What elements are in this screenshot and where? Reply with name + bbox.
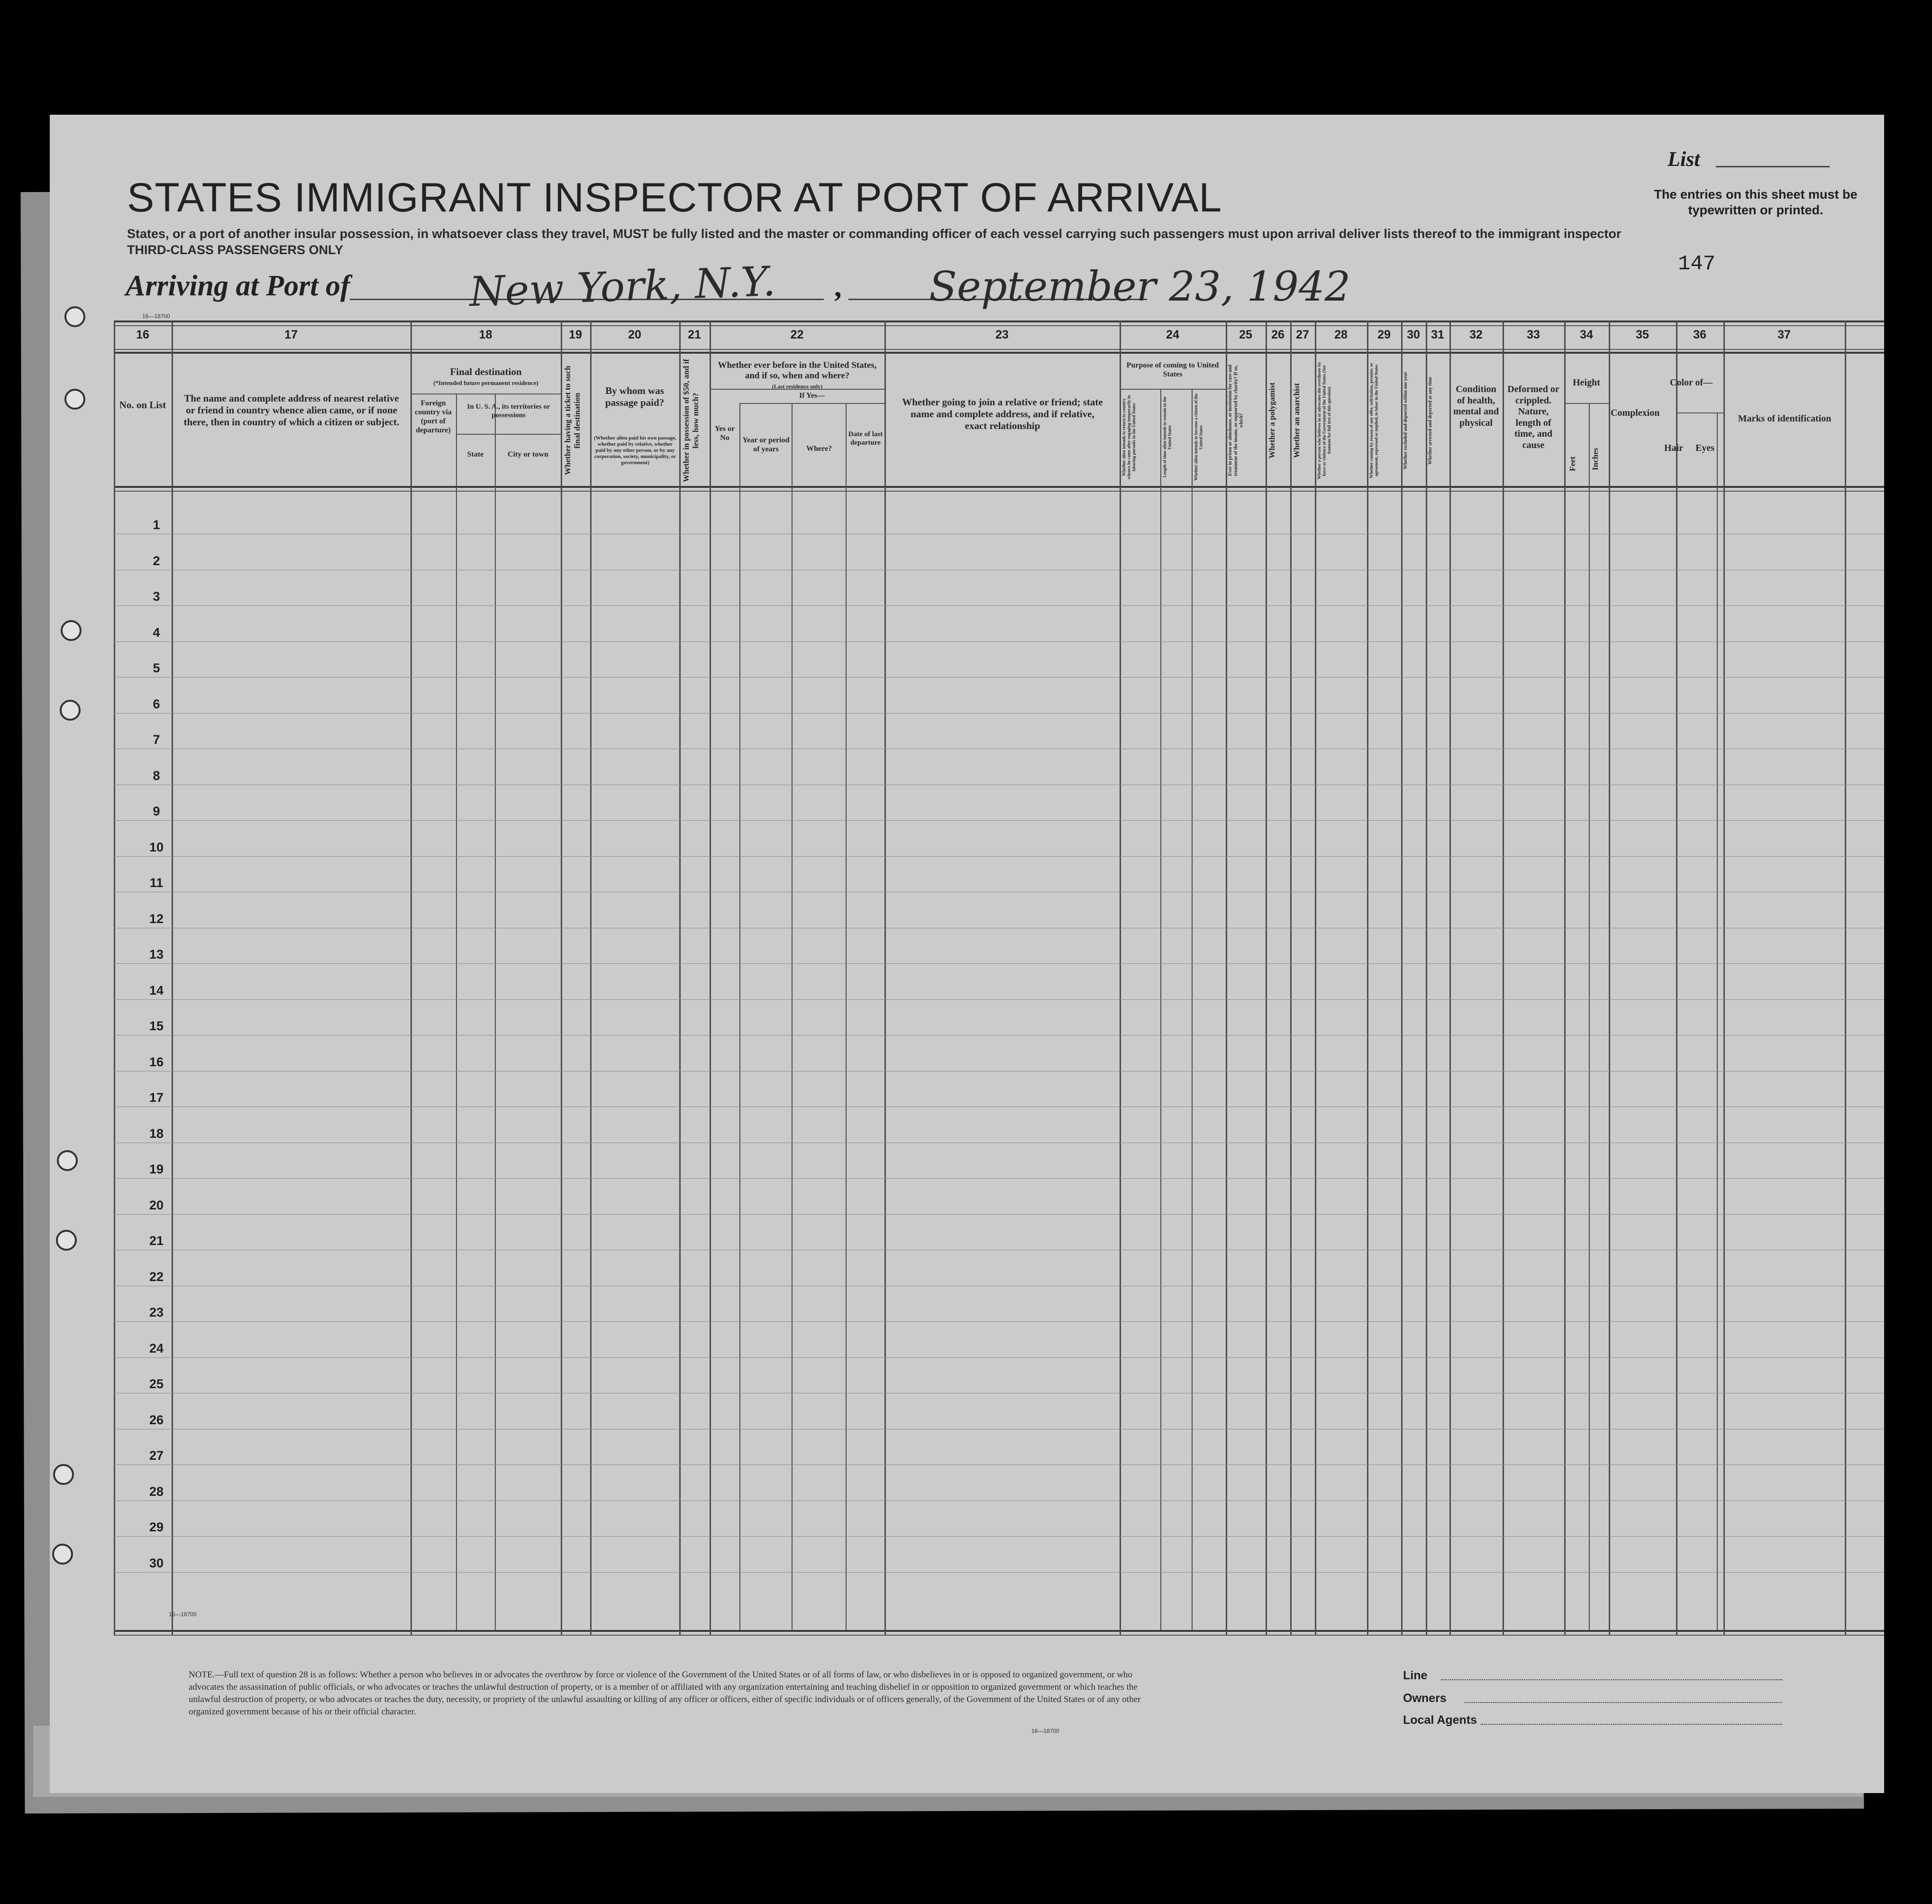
c34-inches-heading: Inches — [1591, 448, 1600, 470]
table-row — [114, 1321, 1884, 1322]
c22-year-heading: Year or period of years — [742, 436, 790, 453]
row-number: 20 — [149, 1198, 164, 1212]
c36-eyes-heading: Eyes — [1695, 443, 1714, 453]
c33-heading: Deformed or crippled. Nature, length of time, and cause — [1507, 384, 1559, 450]
colnum-19: 19 — [569, 328, 582, 341]
colnum-28: 28 — [1334, 328, 1348, 341]
row-number: 12 — [149, 911, 164, 926]
col-line — [710, 320, 711, 1635]
local-agents-label: Local Agents — [1403, 1713, 1477, 1727]
col-line — [410, 320, 412, 1635]
col-line — [1564, 320, 1566, 1635]
colnum-18: 18 — [479, 328, 492, 341]
c24-heading: Purpose of coming to United States — [1126, 361, 1219, 378]
date-handwritten: September 23, 1942 — [929, 263, 1351, 311]
row-number: 9 — [153, 804, 160, 818]
row-number: 15 — [149, 1019, 164, 1033]
col-line — [561, 320, 562, 1635]
c29-heading: Whether coming by reason of any offer, solicitation, promise, or agreement, expressed or implied, to labor in the United States — [1369, 362, 1379, 479]
row-number: 28 — [149, 1484, 164, 1499]
table-row — [114, 1214, 1884, 1215]
table-row — [114, 856, 1884, 857]
colnum-33: 33 — [1527, 328, 1540, 341]
row-number: 10 — [149, 840, 164, 854]
c18-heading: Final destination — [450, 366, 522, 377]
line-field-line — [1441, 1679, 1782, 1680]
row-number: 27 — [149, 1448, 164, 1463]
col-line — [1449, 320, 1451, 1635]
typewritten-note: The entries on this sheet must be typewritten or printed. — [1654, 187, 1858, 217]
row-number: 14 — [149, 983, 164, 998]
row-number: 2 — [153, 553, 160, 568]
colnum-29: 29 — [1377, 328, 1391, 341]
row-number: 4 — [153, 625, 160, 640]
colnum-35: 35 — [1636, 328, 1649, 341]
binding-hole — [64, 389, 85, 410]
table-row — [114, 963, 1884, 964]
col-line — [1609, 320, 1610, 1635]
c18-state-heading: State — [467, 450, 484, 458]
header-bottom-rule — [114, 486, 1884, 488]
c24-return-heading: Whether alien intends to return to country whence he came after engaging temporarily in laboring pursuits in the United States — [1121, 395, 1137, 479]
colnum-26: 26 — [1271, 328, 1285, 341]
row-number: 8 — [153, 768, 160, 783]
c28-heading: Whether a person who believes in or advocates the overthrow by force or violence of the Government of the United States (See footnote for full text of this question) — [1317, 362, 1332, 479]
c32-heading: Condition of health, mental and physical — [1453, 384, 1499, 428]
row-number: 21 — [149, 1234, 164, 1248]
list-field-line — [1716, 166, 1830, 167]
col-line — [846, 403, 847, 1630]
row-number: 24 — [149, 1341, 164, 1355]
page-title: STATES IMMIGRANT INSPECTOR AT PORT OF ARRIVAL — [127, 175, 1222, 220]
c18-foreign-heading: Foreign country via (port of departure) — [415, 399, 452, 434]
c36-heading: Color of— — [1669, 377, 1713, 388]
colnum-rule-heavy — [114, 352, 1884, 354]
c24-citizen-heading: Whether alien intends to become a citizen of the United States — [1194, 394, 1203, 481]
line-label: Line — [1403, 1669, 1428, 1682]
c25-heading: Ever in prison or almshouse, or institution for care and treatment of the insane, or supported by charity? If so, which? — [1228, 365, 1244, 476]
comma-separator: , — [834, 271, 842, 303]
col-line — [1676, 320, 1677, 1635]
row-number: 19 — [149, 1162, 164, 1176]
table-row — [114, 1178, 1884, 1179]
col-line — [1723, 320, 1725, 1635]
table-bottom-rule — [114, 1630, 1884, 1632]
row-number: 26 — [149, 1412, 164, 1427]
col-line — [884, 320, 886, 1635]
row-number: 29 — [149, 1520, 164, 1534]
c22-subheading: (Last residence only) — [772, 383, 823, 390]
page-number: 147 — [1678, 252, 1716, 276]
c22-yesno-heading: Yes or No — [714, 425, 735, 442]
row-number: 6 — [153, 696, 160, 711]
col-line — [739, 403, 740, 1630]
binding-hole — [52, 1544, 73, 1565]
c36-hair-heading: Hair — [1664, 443, 1683, 453]
col-line — [1120, 320, 1121, 1635]
col-line — [1845, 320, 1846, 1635]
table-row — [114, 999, 1884, 1000]
owners-label: Owners — [1403, 1692, 1447, 1705]
colnum-25: 25 — [1239, 328, 1252, 341]
col-line — [1367, 320, 1368, 1635]
colnum-21: 21 — [688, 328, 701, 341]
c22-ifyes-rule — [739, 403, 884, 404]
colnum-23: 23 — [995, 328, 1009, 341]
col-line — [495, 394, 496, 1630]
c21-heading: Whether in possession of $50, and if less, how much? — [682, 359, 701, 482]
c18-usa-heading: In U. S. A., its territories or possessions — [467, 403, 550, 419]
c34-heading: Height — [1573, 377, 1600, 388]
c34-sub-rule — [1564, 403, 1609, 404]
c27-heading: Whether an anarchist — [1292, 383, 1301, 458]
colnum-22: 22 — [790, 328, 804, 341]
c19-heading: Whether having a ticket to such final destination — [563, 366, 582, 476]
colnum-27: 27 — [1296, 328, 1309, 341]
col-line — [114, 320, 115, 1635]
colnum-24: 24 — [1166, 328, 1179, 341]
c34-feet-heading: Feet — [1568, 456, 1577, 471]
row-number: 30 — [149, 1556, 164, 1570]
row-number: 22 — [149, 1269, 164, 1284]
row-number: 25 — [149, 1377, 164, 1391]
table-top-rule — [114, 320, 1884, 322]
owners-field-line — [1465, 1702, 1782, 1703]
c18-subheading: (*Intended future permanent residence) — [433, 379, 538, 386]
colnum-20: 20 — [628, 328, 641, 341]
c35-heading: Complexion — [1611, 408, 1660, 418]
c30-heading: Whether excluded and deported within one year — [1403, 372, 1408, 469]
colnum-36: 36 — [1693, 328, 1706, 341]
col-line — [1503, 320, 1504, 1635]
binding-hole — [57, 1150, 78, 1171]
colnum-37: 37 — [1777, 328, 1791, 341]
c17-heading: The name and complete address of nearest relative or friend in country whence alien came, or if none there, then in country of which a citizen or subject. — [183, 393, 400, 428]
col-line — [1290, 320, 1292, 1635]
col-line — [1266, 320, 1267, 1635]
footnote-question-28: NOTE.—Full text of question 28 is as follows: Whether a person who believes in or advocates the overthrow by force or violence of the Government of the United States or of all forms of law, or who disbelieves in or is opposed to organized government, or who advocates the assassination of public officials, or who advocates or teaches the unlawful destruction of property, or is a member of or affiliated with any organization entertaining and teaching disbelief in or opposition to organized government or which teaches the unlawful destruction of property, or who advocates or teaches the duty, necessity, or propriety of the unlawful assaulting or killing of any officer or officers, either of specific individuals or of officers generally, of the Government of the United States or of any other organized government because of his or their official character. — [189, 1670, 1141, 1717]
c24-sub-rule — [1120, 389, 1226, 390]
colnum-17: 17 — [284, 328, 298, 341]
form-code: 16—18700 — [142, 313, 170, 320]
c18-city-heading: City or town — [508, 450, 548, 458]
col-line — [1315, 320, 1316, 1635]
row-number: 11 — [149, 876, 164, 890]
col-line — [1226, 320, 1227, 1635]
table-row — [114, 820, 1884, 821]
col-line — [679, 320, 681, 1635]
colnum-32: 32 — [1469, 328, 1483, 341]
col-line — [1589, 403, 1590, 1630]
c16-heading: No. on List — [119, 399, 166, 411]
colnum-34: 34 — [1580, 328, 1593, 341]
row-number: 18 — [149, 1126, 164, 1141]
c22-where-heading: Where? — [806, 445, 832, 453]
list-label: List — [1668, 147, 1700, 171]
col-line — [792, 403, 793, 1630]
instruction-text: States, or a port of another insular possession, in whatsoever class they travel, MUST be fully listed and the master or commanding officer of each vessel carrying such passengers must upon arrival deliver lists thereof to the immigrant inspector — [127, 227, 1622, 241]
local-agents-field-line — [1481, 1724, 1782, 1725]
row-number: 3 — [153, 589, 160, 604]
colnum-31: 31 — [1431, 328, 1444, 341]
row-number: 16 — [149, 1054, 164, 1069]
row-number: 13 — [149, 947, 164, 961]
binding-hole — [53, 1464, 74, 1485]
row-number: 5 — [153, 661, 160, 675]
c18-usa-rule — [456, 434, 561, 435]
binding-hole — [61, 620, 82, 641]
row-number: 1 — [153, 518, 160, 532]
table-row — [114, 1572, 1884, 1573]
form-code-footer: 16—18700 — [1031, 1728, 1059, 1734]
c37-heading: Marks of identification — [1738, 413, 1832, 424]
header-bottom-rule-2 — [114, 491, 1884, 492]
col-line — [1426, 320, 1427, 1635]
c22-heading: Whether ever before in the United States, and if so, when and where? — [718, 360, 877, 381]
colnum-rule — [114, 349, 1884, 350]
c31-heading: Whether arrested and deported at any time — [1428, 376, 1433, 465]
col-line — [1160, 389, 1161, 1630]
row-number: 17 — [149, 1090, 164, 1105]
c23-heading: Whether going to join a relative or friend; state name and complete address, and if relative, exact relationship — [902, 396, 1103, 431]
c26-heading: Whether a polygamist — [1267, 382, 1276, 459]
table-bottom-rule-2 — [114, 1635, 1884, 1636]
col-line — [1192, 389, 1193, 1630]
table-row — [114, 605, 1884, 606]
col-line — [590, 320, 592, 1635]
table-top-rule-2 — [114, 325, 1884, 326]
c22-ifyes-heading: If Yes— — [799, 392, 825, 400]
arriving-label: Arriving at Port of — [126, 270, 350, 302]
c36-sub-rule — [1676, 412, 1723, 413]
row-number: 7 — [153, 732, 160, 747]
colnum-16: 16 — [136, 328, 149, 341]
binding-hole — [60, 700, 81, 721]
passenger-class-text: THIRD-CLASS PASSENGERS ONLY — [127, 243, 344, 257]
col-line — [1717, 412, 1718, 1630]
table-row — [114, 713, 1884, 714]
row-number: 23 — [149, 1305, 164, 1319]
colnum-30: 30 — [1407, 328, 1420, 341]
c20-subheading: (Whether alien paid his own passage, whether paid by relative, whether paid by any other person, or by any corporation, society, municipality, or government) — [594, 435, 676, 466]
col-line — [1401, 320, 1403, 1635]
binding-hole — [56, 1230, 77, 1251]
c22-date-heading: Date of last departure — [848, 430, 883, 447]
col-line — [456, 394, 457, 1630]
binding-hole — [64, 306, 85, 327]
table-row — [114, 1357, 1884, 1358]
form-code-bottom: 16—18700 — [169, 1611, 197, 1618]
table-row — [114, 641, 1884, 642]
c24-length-heading: Length of time alien intends to remain in the United States — [1162, 396, 1172, 478]
table-row — [114, 1536, 1884, 1537]
port-handwritten: New York, N.Y. — [468, 257, 776, 316]
c20-heading: By whom was passage paid? — [605, 385, 665, 408]
